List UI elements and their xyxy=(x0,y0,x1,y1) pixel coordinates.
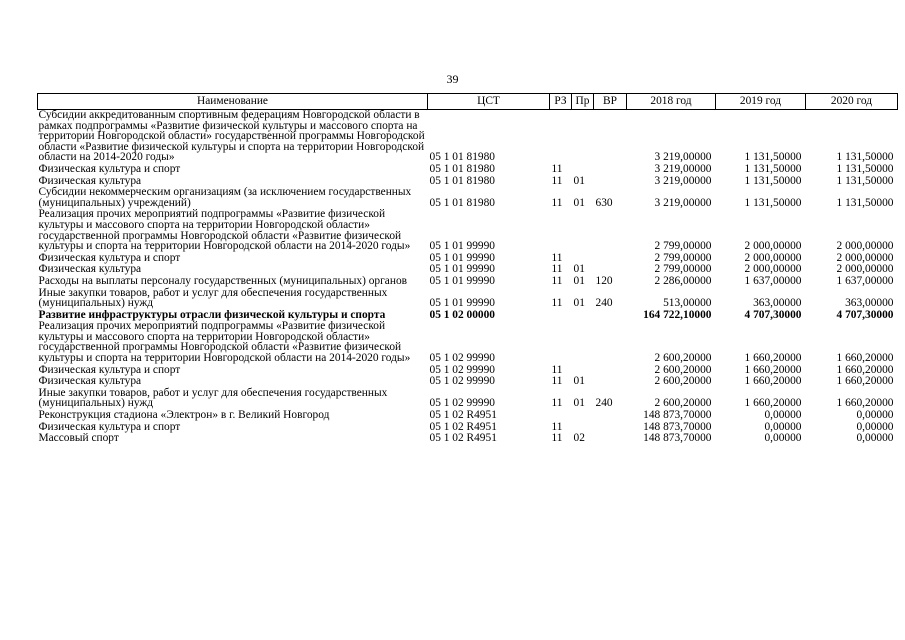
cell-pr xyxy=(572,321,594,364)
cell-pr: 01 xyxy=(573,274,585,287)
header-cst: ЦСТ xyxy=(428,94,550,110)
cell-cst: 05 1 02 99990 xyxy=(429,397,495,410)
cell-y2019: 1 637,00000 xyxy=(744,274,802,287)
cell-vr: 630 xyxy=(595,196,613,209)
cell-rz xyxy=(550,321,572,364)
cell-y2020: 363,00000 xyxy=(845,297,894,310)
table-row xyxy=(38,288,898,310)
header-vr: ВР xyxy=(594,94,627,110)
table-row xyxy=(38,209,898,252)
cell-pr: 01 xyxy=(573,174,585,187)
cell-rz: 11 xyxy=(551,196,563,209)
cell-y2020: 1 660,20000 xyxy=(836,375,894,388)
cell-cst: 05 1 02 99990 xyxy=(429,352,495,365)
cell-pr: 01 xyxy=(573,397,585,410)
cell-y2019: 1 660,20000 xyxy=(744,397,802,410)
cell-name: Физическая культура и спорт xyxy=(38,251,181,264)
cell-cst: 05 1 01 99990 xyxy=(429,274,495,287)
cell-y2020: 1 131,50000 xyxy=(836,196,894,209)
header-2019: 2019 год xyxy=(716,94,806,110)
cell-y2019: 1 660,20000 xyxy=(744,352,802,365)
table-row xyxy=(38,388,898,410)
table-body xyxy=(38,110,898,445)
cell-y2019: 1 131,50000 xyxy=(744,196,802,209)
cell-pr: 02 xyxy=(573,432,585,445)
cell-name: Физическая культура и спорт xyxy=(38,162,181,175)
cell-y2020: 1 131,50000 xyxy=(836,174,894,187)
cell-cst: 05 1 01 81980 xyxy=(429,196,495,209)
cell-y2018: 3 219,00000 xyxy=(654,162,712,175)
cell-rz xyxy=(550,310,572,322)
table-row xyxy=(38,276,898,288)
cell-cst: 05 1 01 81980 xyxy=(429,174,495,187)
cell-y2020: 2 000,00000 xyxy=(836,240,894,253)
cell-pr xyxy=(572,410,594,422)
cell-cst: 05 1 01 99990 xyxy=(429,263,495,276)
cell-y2020: 1 660,20000 xyxy=(836,352,894,365)
cell-cst: 05 1 01 99990 xyxy=(429,297,495,310)
header-2020: 2020 год xyxy=(806,94,898,110)
cell-y2019: 1 660,20000 xyxy=(744,375,802,388)
header-rz: РЗ xyxy=(550,94,572,110)
cell-y2018: 148 873,70000 xyxy=(643,420,712,433)
cell-y2018: 2 799,00000 xyxy=(654,263,712,276)
cell-y2019: 1 131,50000 xyxy=(744,174,802,187)
cell-name: Физическая культура и спорт xyxy=(38,420,181,433)
cell-y2020: 4 707,30000 xyxy=(836,308,894,321)
cell-pr: 01 xyxy=(573,375,585,388)
page-number: 39 xyxy=(446,72,459,86)
cell-rz: 11 xyxy=(551,162,563,175)
cell-name: Реализация прочих мероприятий подпрограммы «Развитие физической культуры и массового спорта на территории Новгородской области» государственной программы Новгородской области «Развитие физической культуры и спорта на территории Новгородской области на 2014-2020 годы» xyxy=(38,320,411,365)
cell-y2020: 1 637,00000 xyxy=(836,274,894,287)
cell-name: Субсидии некоммерческим организациям (за исключением государственных (муниципальных) учреждений) xyxy=(38,186,412,209)
cell-cst: 05 1 02 99990 xyxy=(429,375,495,388)
cell-pr: 01 xyxy=(573,297,585,310)
cell-vr xyxy=(594,110,627,164)
cell-y2020: 1 660,20000 xyxy=(836,363,894,376)
cell-y2020: 1 660,20000 xyxy=(836,397,894,410)
cell-y2019: 1 131,50000 xyxy=(744,151,802,164)
table-row xyxy=(38,410,898,422)
cell-cst: 05 1 01 81980 xyxy=(429,162,495,175)
cell-name: Массовый спорт xyxy=(38,432,119,445)
cell-y2018: 3 219,00000 xyxy=(654,174,712,187)
budget-table xyxy=(37,93,898,445)
cell-y2019: 0,00000 xyxy=(764,420,802,433)
cell-vr: 120 xyxy=(595,274,613,287)
cell-y2019: 0,00000 xyxy=(764,409,802,422)
cell-cst: 05 1 01 99990 xyxy=(429,251,495,264)
cell-y2019: 0,00000 xyxy=(764,432,802,445)
cell-rz: 11 xyxy=(551,432,563,445)
cell-y2020: 0,00000 xyxy=(856,432,894,445)
cell-pr xyxy=(572,310,594,322)
cell-cst: 05 1 01 99990 xyxy=(429,240,495,253)
cell-rz: 11 xyxy=(551,297,563,310)
cell-y2018: 3 219,00000 xyxy=(654,196,712,209)
cell-vr xyxy=(594,310,627,322)
cell-y2018: 513,00000 xyxy=(663,297,712,310)
table-row xyxy=(38,433,898,445)
cell-name: Физическая культура xyxy=(38,375,142,388)
cell-rz: 11 xyxy=(551,375,563,388)
header-2018: 2018 год xyxy=(627,94,716,110)
cell-cst: 05 1 01 81980 xyxy=(429,151,495,164)
cell-name: Физическая культура xyxy=(38,174,142,187)
cell-y2018: 148 873,70000 xyxy=(643,409,712,422)
cell-vr xyxy=(594,376,627,388)
cell-y2020: 2 000,00000 xyxy=(836,251,894,264)
cell-y2018: 164 722,10000 xyxy=(643,308,712,321)
cell-name: Субсидии аккредитованным спортивным федерациям Новгородской области в рамках подпрограммы «Развитие физической культуры и массового спорта на территории Новгородской области» государственной программы Новгородской области «Развитие физической культуры и спорта на территории Новгородской области на 2014-2020 годы» xyxy=(38,109,425,164)
cell-y2018: 2 600,20000 xyxy=(654,352,712,365)
cell-cst: 05 1 02 00000 xyxy=(429,308,495,321)
table-row xyxy=(38,187,898,209)
cell-y2018: 2 600,20000 xyxy=(654,375,712,388)
cell-vr xyxy=(594,253,627,265)
cell-rz: 11 xyxy=(551,274,563,287)
header-pr: Пр xyxy=(572,94,594,110)
table-row xyxy=(38,321,898,364)
cell-y2018: 2 600,20000 xyxy=(654,397,712,410)
cell-rz xyxy=(550,410,572,422)
cell-rz: 11 xyxy=(551,251,563,264)
cell-cst: 05 1 02 R4951 xyxy=(429,420,497,433)
cell-vr xyxy=(594,209,627,252)
cell-y2020: 1 131,50000 xyxy=(836,151,894,164)
cell-y2020: 2 000,00000 xyxy=(836,263,894,276)
cell-y2020: 0,00000 xyxy=(856,409,894,422)
cell-name: Физическая культура xyxy=(38,263,142,276)
cell-rz: 11 xyxy=(551,174,563,187)
cell-name: Иные закупки товаров, работ и услуг для обеспечения государственных (муниципальных) нужд xyxy=(38,386,388,410)
cell-y2019: 1 131,50000 xyxy=(744,162,802,175)
cell-vr: 240 xyxy=(595,397,613,410)
cell-vr xyxy=(594,321,627,364)
cell-y2019: 2 000,00000 xyxy=(744,240,802,253)
cell-cst: 05 1 02 R4951 xyxy=(429,432,497,445)
cell-name: Развитие инфраструктуры отрасли физической культуры и спорта xyxy=(38,308,386,321)
cell-vr xyxy=(594,433,627,445)
cell-y2019: 1 660,20000 xyxy=(744,363,802,376)
cell-y2019: 4 707,30000 xyxy=(744,308,802,321)
cell-name: Реконструкция стадиона «Электрон» в г. Великий Новгород xyxy=(38,409,330,422)
cell-y2019: 2 000,00000 xyxy=(744,251,802,264)
header-name: Наименование xyxy=(38,94,428,110)
cell-name: Физическая культура и спорт xyxy=(38,363,181,376)
cell-rz: 11 xyxy=(551,420,563,433)
cell-y2020: 1 131,50000 xyxy=(836,162,894,175)
cell-y2018: 2 799,00000 xyxy=(654,251,712,264)
cell-y2018: 148 873,70000 xyxy=(643,432,712,445)
table-row xyxy=(38,164,898,176)
cell-pr xyxy=(572,209,594,252)
cell-pr: 01 xyxy=(573,263,585,276)
cell-rz: 11 xyxy=(551,397,563,410)
cell-rz xyxy=(550,110,572,164)
cell-vr: 240 xyxy=(595,297,613,310)
cell-y2020: 0,00000 xyxy=(856,420,894,433)
cell-pr: 01 xyxy=(573,196,585,209)
cell-vr xyxy=(594,365,627,377)
cell-pr xyxy=(572,110,594,164)
cell-rz xyxy=(550,209,572,252)
cell-pr xyxy=(572,164,594,176)
cell-y2018: 2 799,00000 xyxy=(654,240,712,253)
cell-rz: 11 xyxy=(551,363,563,376)
cell-y2018: 2 286,00000 xyxy=(654,274,712,287)
table-header xyxy=(38,94,898,110)
cell-rz: 11 xyxy=(551,263,563,276)
cell-vr xyxy=(594,164,627,176)
cell-name: Реализация прочих мероприятий подпрограммы «Развитие физической культуры и массового спорта на территории Новгородской области» государственной программы Новгородской области «Развитие физической культуры и спорта на территории Новгородской области на 2014-2020 годы» xyxy=(38,208,411,253)
cell-vr xyxy=(594,176,627,188)
cell-cst: 05 1 02 R4951 xyxy=(429,409,497,422)
cell-vr xyxy=(594,410,627,422)
cell-vr xyxy=(594,422,627,434)
table-row xyxy=(38,110,898,164)
cell-y2019: 363,00000 xyxy=(753,297,802,310)
cell-y2018: 2 600,20000 xyxy=(654,363,712,376)
cell-name: Иные закупки товаров, работ и услуг для обеспечения государственных (муниципальных) нужд xyxy=(38,286,388,310)
cell-cst: 05 1 02 99990 xyxy=(429,363,495,376)
cell-name: Расходы на выплаты персоналу государственных (муниципальных) органов xyxy=(38,274,408,287)
cell-y2019: 2 000,00000 xyxy=(744,263,802,276)
cell-y2018: 3 219,00000 xyxy=(654,151,712,164)
